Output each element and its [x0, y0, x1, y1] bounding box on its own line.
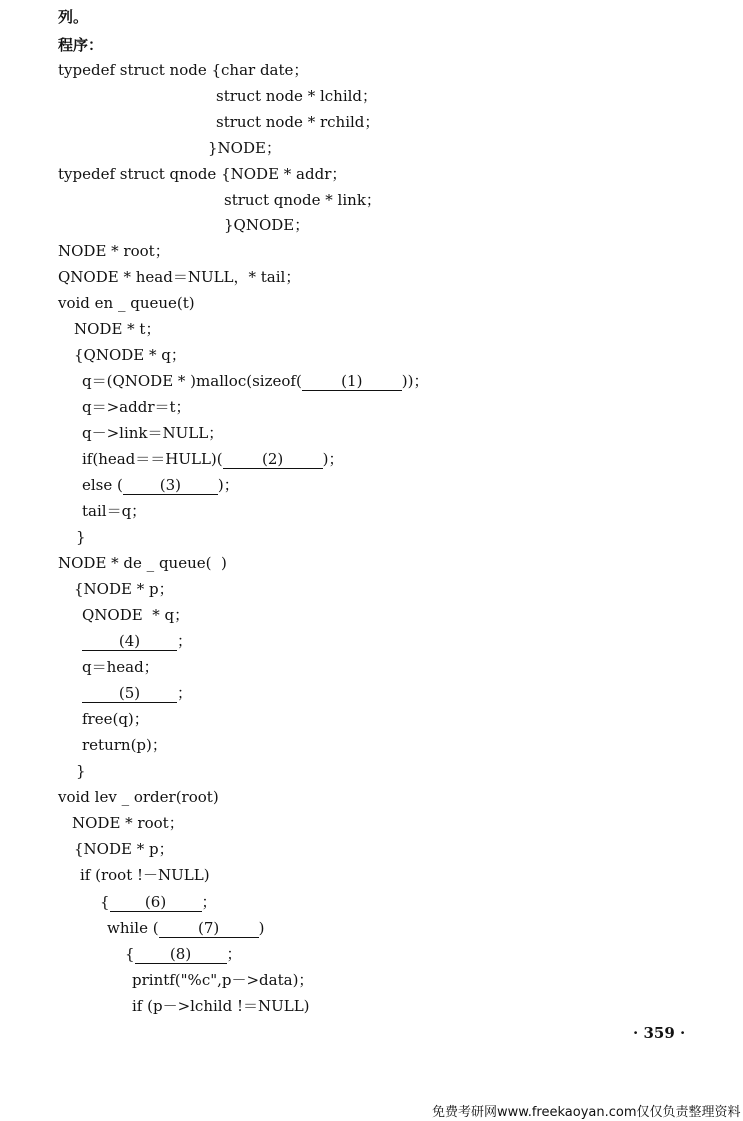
code-line: printf("%c",p－>data)；	[132, 971, 314, 989]
code-line: void en _ queue(t)	[58, 294, 195, 312]
code-text: ；	[177, 632, 193, 650]
code-line: NODE * root；	[72, 814, 184, 832]
code-line: q－>link＝NULL；	[82, 424, 224, 442]
code-line: if (p－>lchild !＝NULL)	[132, 997, 310, 1015]
code-line: return(p)；	[82, 736, 167, 754]
code-line: tail＝q；	[82, 502, 147, 520]
code-text: while (	[107, 919, 159, 937]
code-line: q＝>addr＝t；	[82, 398, 191, 416]
code-line	[125, 945, 242, 964]
code-line: }QNODE；	[224, 216, 310, 234]
code-text: q＝(QNODE * )malloc(sizeof(	[82, 372, 302, 390]
code-line: typedef struct qnode {NODE * addr；	[58, 165, 347, 183]
code-text: ))；	[401, 372, 429, 390]
code-line: free(q)；	[82, 710, 149, 728]
code-text: {	[100, 893, 110, 911]
code-text: ；	[177, 684, 193, 702]
section-heading: 程序：	[58, 36, 104, 54]
code-line: void lev _ order(root)	[58, 788, 219, 806]
code-line	[100, 893, 217, 912]
code-line	[82, 476, 239, 495]
code-line	[82, 632, 192, 651]
code-line: {NODE * p；	[74, 840, 174, 858]
code-text: ；	[201, 893, 217, 911]
code-line: }	[76, 528, 86, 546]
fill-blank: (2)	[223, 450, 323, 469]
code-line: typedef struct node {char date；	[58, 61, 309, 79]
code-text: {	[125, 945, 135, 963]
code-line: NODE * de _ queue( )	[58, 554, 227, 572]
footer-watermark: 免费考研网www.freekaoyan.com仅仅负责整理资料	[432, 1105, 741, 1120]
code-line: if (root !－NULL)	[80, 866, 210, 884]
code-line: struct node * rchild；	[216, 113, 380, 131]
code-line: }	[76, 762, 86, 780]
page-number: · 359 ·	[633, 1024, 686, 1042]
fill-blank: (4)	[82, 632, 177, 651]
code-text: )；	[322, 450, 344, 468]
code-line: }NODE；	[208, 139, 281, 157]
code-text: if(head＝＝HULL)(	[82, 450, 223, 468]
code-line: QNODE * q；	[82, 606, 190, 624]
fill-blank: (3)	[123, 476, 218, 495]
code-text: )；	[217, 476, 239, 494]
code-line: QNODE * head＝NULL，* tail；	[58, 268, 301, 286]
code-text: )	[258, 919, 265, 937]
continued-text: 列。	[58, 8, 89, 26]
code-text: ；	[226, 945, 242, 963]
code-line	[82, 684, 192, 703]
code-line: struct node * lchild；	[216, 87, 378, 105]
code-line: NODE * root；	[58, 242, 170, 260]
fill-blank: (6)	[110, 893, 202, 912]
code-line: {QNODE * q；	[74, 346, 186, 364]
fill-blank: (7)	[159, 919, 259, 938]
fill-blank: (8)	[135, 945, 227, 964]
code-line: {NODE * p；	[74, 580, 174, 598]
fill-blank: (5)	[82, 684, 177, 703]
code-line	[82, 372, 429, 391]
code-line	[82, 450, 344, 469]
code-line: struct qnode * link；	[224, 191, 381, 209]
code-text: else (	[82, 476, 123, 494]
fill-blank: (1)	[302, 372, 402, 391]
code-line: NODE * t；	[74, 320, 161, 338]
code-line	[107, 919, 264, 938]
code-line: q＝head；	[82, 658, 159, 676]
